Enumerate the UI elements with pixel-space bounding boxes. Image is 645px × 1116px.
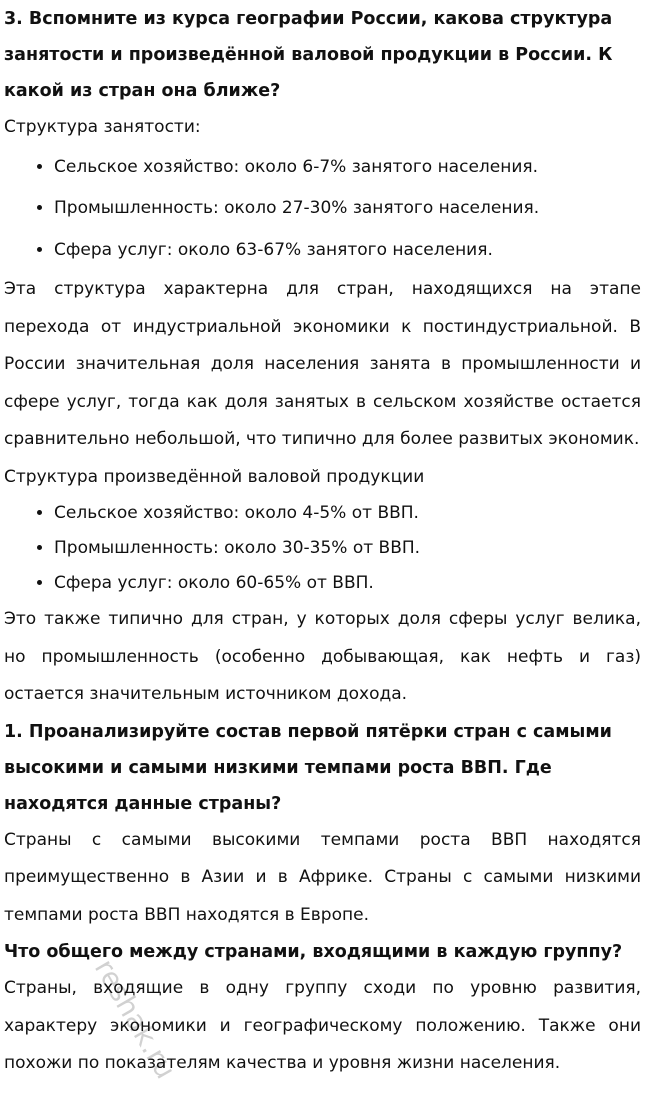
subquestion-heading: Что общего между странами, входящими в каждую группу? [4,942,623,962]
list-item: • Сельское хозяйство: около 6-7% занятого населения. [54,147,641,189]
list-item: • Сфера услуг: около 63-67% занятого населения. [54,230,641,272]
gdp-list [4,496,641,601]
employment-title: Структура занятости: [4,117,201,137]
subquestion-answer: Страны, входящие в одну группу сходи по уровню развития, характеру экономики и географическому положению. Также они похожи по показателям качества и уровня жизни населения. [4,978,641,1073]
list-item: • Промышленность: около 30-35% от ВВП. [54,531,641,566]
list-item: • Промышленность: около 27-30% занятого населения. [54,188,641,230]
gdp-title: Структура произведённой валовой продукции [4,466,425,487]
gdp-paragraph: Это также типично для стран, у которых доля сферы услуг велика, но промышленность (особенно добывающая, как нефть и газ) остается значительным источником дохода. [4,609,641,704]
list-item: • Сельское хозяйство: около 4-5% от ВВП. [54,496,641,531]
question-1-heading: 1. Проанализируйте состав первой пятёрки стран с самыми высокими и самыми низкими темпами роста ВВП. Где находятся данные страны? [4,721,612,814]
question-1-answer: Страны с самыми высокими темпами роста ВВП находятся преимущественно в Азии и в Африке. Страны с самыми низкими темпами роста ВВП находятся в Европе. [4,829,641,925]
question-3-heading: 3. Вспомните из курса географии России, какова структура занятости и произведённой валовой продукции в России. К какой из стран она ближе? [4,9,613,101]
employment-list [4,147,641,272]
employment-paragraph: Эта структура характерна для стран, находящихся на этапе перехода от индустриальной экономики к постиндустриальной. В России значительная доля населения занята в промышленности и сфере услуг, тогда как доля занятых в сельском хозяйстве остается сравнительно небольшой, что типично для более развитых экономик. [4,279,641,449]
watermark: reshak.ru [87,953,183,1085]
list-item: • Сфера услуг: около 60-65% от ВВП. [54,566,641,601]
